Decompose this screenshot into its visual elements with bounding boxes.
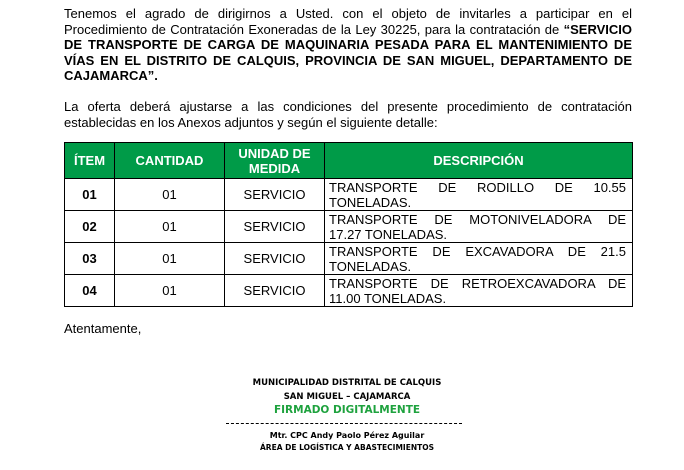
items-table [64,142,633,307]
item-unit: SERVICIO [225,211,325,243]
item-quantity: 01 [115,211,225,243]
header-unit: UNIDAD DE MEDIDA [225,143,325,179]
signature-organization: MUNICIPALIDAD DISTRITAL DE CALQUIS [252,378,442,388]
item-number: 01 [65,179,115,211]
signature-location: SAN MIGUEL – CAJAMARCA [283,392,411,402]
signer-name: Mtr. CPC Andy Paolo Pérez Aguilar [269,431,425,440]
signature-divider [226,423,462,424]
description-line: TONELADAS. [329,194,412,210]
digital-signature-label: FIRMADO DIGITALMENTE [273,404,421,416]
table-row [65,243,633,275]
item-number: 02 [65,211,115,243]
item-number: 04 [65,275,115,307]
description-line: TRANSPORTE DE RODILLO DE 10.55 [329,179,626,195]
service-title: “SERVICIO DE TRANSPORTE DE CARGA DE MAQUINARIA PESADA PARA EL MANTENIMIENTO DE VÍAS EN EL DISTRITO DE CALQUIS, PROVINCIA DE SAN MIGUEL, DEPARTAMENTO DE CAJAMARCA”. [64,21,632,84]
header-quantity: CANTIDAD [115,143,225,179]
item-unit: SERVICIO [225,275,325,307]
description-line: TONELADAS. [329,258,412,274]
item-quantity: 01 [115,275,225,307]
item-description [325,243,633,275]
table-row [65,179,633,211]
item-description [325,275,633,307]
header-item: ÍTEM [65,143,115,179]
intro-paragraph [64,6,632,84]
description-line: TRANSPORTE DE EXCAVADORA DE 21.5 [329,243,626,259]
description-line: 17.27 TONELADAS. [329,226,448,242]
description-line: 11.00 TONELADAS. [329,290,447,306]
intro-text: Tenemos el agrado de dirigirnos a Usted. con el objeto de invitarles a participar en el Procedimiento de Contratación Exoneradas de la Ley 30225, para la contratación de [64,6,632,37]
table-header-row [65,143,633,179]
item-quantity: 01 [115,179,225,211]
description-line: TRANSPORTE DE MOTONIVELADORA DE [329,211,626,227]
signer-area: ÁREA DE LOGÍSTICA Y ABASTECIMIENTOS [260,443,434,452]
item-unit: SERVICIO [225,243,325,275]
item-description [325,211,633,243]
item-number: 03 [65,243,115,275]
closing-text: Atentamente, [64,321,142,336]
item-unit: SERVICIO [225,179,325,211]
item-quantity: 01 [115,243,225,275]
description-line: TRANSPORTE DE RETROEXCAVADORA DE [329,275,626,291]
item-description [325,179,633,211]
header-description: DESCRIPCIÓN [325,143,633,179]
table-row [65,275,633,307]
detail-paragraph: La oferta deberá ajustarse a las condiciones del presente procedimiento de contratación establecidas en los Anexos adjuntos y según el siguiente detalle: [64,99,632,130]
table-row [65,211,633,243]
